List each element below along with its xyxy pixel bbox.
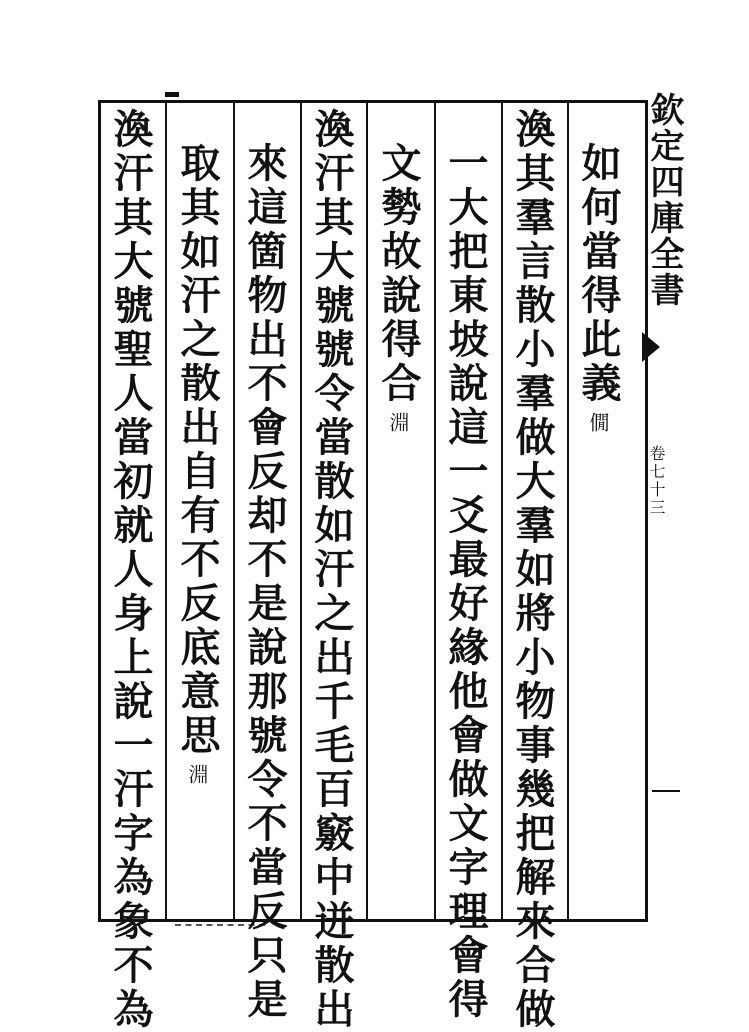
- column-text: 來這箇物出不會反却不是說那號令不當反只是: [241, 142, 288, 1022]
- column-text: 如何當得此義: [575, 142, 622, 406]
- margin-volume: 卷七十三: [647, 445, 666, 517]
- text-column-3: [443, 142, 487, 1022]
- text-column-4: [376, 142, 420, 432]
- column-rule: [366, 103, 368, 919]
- text-column-7: [175, 142, 219, 784]
- column-note: 僩: [586, 412, 610, 432]
- column-text: 渙汗其大號聖人當初就人身上說一汗字為象不為: [107, 108, 154, 1032]
- text-column-6: [242, 142, 286, 1022]
- top-mark: [165, 92, 179, 97]
- column-rule: [434, 103, 436, 919]
- text-column-5: [309, 108, 353, 1032]
- column-text: 渙汗其大號號令當散如汗之出千毛百竅中迸散出: [308, 108, 355, 1032]
- column-text: 文勢故說得合: [375, 142, 422, 406]
- column-text: 一大把東坡說這一爻最好緣他會做文字理會得: [442, 142, 489, 1022]
- text-column-2: [510, 108, 554, 1032]
- column-note: 淵: [185, 764, 209, 784]
- text-column-1: [576, 142, 620, 432]
- column-rule: [233, 103, 235, 919]
- column-note: 淵: [386, 412, 410, 432]
- fish-tail-mark: [642, 332, 660, 362]
- column-rule: [567, 103, 569, 919]
- margin-rule: [652, 790, 680, 792]
- text-column-8: [108, 108, 152, 1032]
- column-text: 渙其羣言散小羣做大羣如將小物事幾把解來合做: [509, 108, 556, 1032]
- margin-book-title: 欽定四庫全書: [644, 92, 684, 308]
- column-rule: [501, 103, 503, 919]
- column-rule: [300, 103, 302, 919]
- column-rule: [165, 103, 167, 919]
- column-text: 取其如汗之散出自有不反底意思: [174, 142, 221, 758]
